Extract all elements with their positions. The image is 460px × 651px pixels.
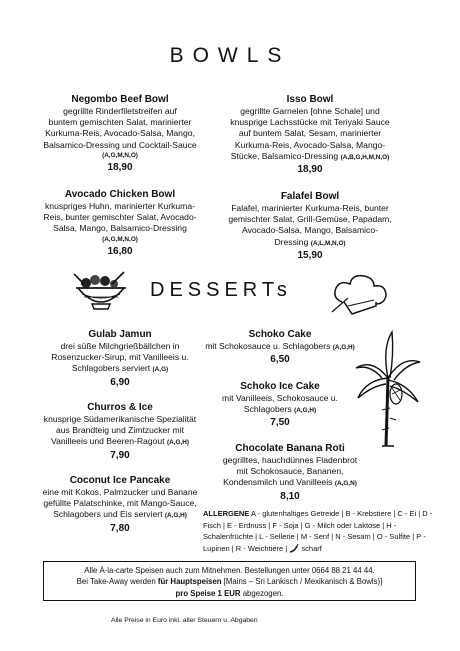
info-line-3	[44, 588, 415, 599]
item-name: Isso Bowl	[286, 94, 334, 105]
menu-item-isso-bowl	[210, 93, 410, 177]
menu-item-churros-ice	[25, 401, 215, 463]
menu-item-gulab-jamun	[25, 328, 215, 390]
item-allergens: (A,L,M,N,O)	[310, 239, 346, 247]
item-name: Schoko Ice Cake	[240, 381, 320, 392]
salad-bowl-icon	[72, 268, 130, 312]
item-name: Chocolate Banana Roti	[235, 443, 345, 454]
item-name: Avocado Chicken Bowl	[64, 189, 176, 200]
bowls-title: BOWLS	[169, 44, 291, 67]
item-description: gegrillte Rinderfiletstreifen auf buntem gemischten Salat, marinierter Kurkuma-Reis, Avocado-Salsa, Mango, Balsamico-Dressing und Cocktail-Sauce	[43, 106, 197, 150]
item-allergens: (A,G,H)	[294, 407, 317, 415]
item-allergens: (A,G,H)	[166, 439, 189, 447]
item-price: 8,10	[280, 490, 300, 502]
item-allergens: (A,B,G,H,M,N,O)	[340, 153, 390, 161]
item-allergens: (A,G,M,N,O)	[102, 235, 138, 243]
item-price: 7,50	[270, 417, 290, 429]
info-line-2	[44, 576, 415, 587]
spicy-label: scharf	[301, 543, 322, 553]
item-name: Churros & Ice	[87, 402, 153, 413]
item-description: eine mit Kokos, Palmzucker und Banane gefüllte Palatschinke, mit Mango-Sauce, Schlagobers und Eis serviert	[42, 487, 198, 520]
info-line-2-bold: für Hauptspeisen	[157, 577, 222, 587]
banana-tree-icon	[352, 328, 424, 448]
item-description: gegrillte Garnelen [ohne Schale] und knusprige Lachsstücke mit Teriyaki Sauce auf buntem Salat, Sesam, marinierter Kurkuma-Reis, Avocado-Salsa, Mango- Stücke, Balsamico-Dressing	[230, 106, 390, 161]
menu-item-schoko-ice-cake	[215, 380, 345, 430]
item-allergens: (A,G,H)	[164, 512, 187, 520]
chef-hat-icon	[330, 272, 390, 318]
item-description: drei süße Milchgrießbällchen in Rosenzucker-Sirup, mit Vanilleeis u. Schlagobers serviert	[51, 341, 189, 374]
menu-item-negombo-beef-bowl	[25, 93, 215, 175]
menu-item-chocolate-banana-roti	[205, 442, 375, 504]
item-price: 16,80	[107, 245, 133, 257]
item-name: Schoko Cake	[248, 329, 312, 340]
allergen-text: A - glutenhaltiges Getreide | B - Krebstiere | C - Ei | D - Fisch | E - Erdnuss | F - Soja | G - Milch oder Laktose | H - Schalenfrüchte | L - Sellerie | M - Senf | N - Sesam | O - Sulfite | P - Lupinen | R - Weichtiere |	[203, 509, 433, 553]
info-line-3-post: abgezogen.	[240, 588, 284, 598]
item-price: 7,80	[110, 522, 130, 534]
chili-icon	[289, 544, 299, 553]
item-price: 6,50	[270, 354, 290, 366]
item-name: Gulab Jamun	[88, 329, 152, 340]
item-price: 18,90	[297, 164, 323, 176]
item-price: 7,90	[110, 449, 130, 461]
item-description: mit Schokosauce u. Schlagobers	[205, 341, 331, 351]
price-note-footer: Alle Preise in Euro inkl. aller Steuern u. Abgaben	[111, 617, 258, 624]
item-description: mit Vanilleeis, Schokosauce u. Schlagobers	[222, 393, 338, 415]
item-name: Coconut Ice Pancake	[69, 475, 171, 486]
item-name: Falafel Bowl	[280, 191, 340, 202]
item-description: gegrilltes, hauchdünnes Fladenbrot mit Schokosauce, Bananen, Kondensmilch und Vanilleeis	[222, 455, 358, 488]
item-allergens: (A,G,M,N,O)	[102, 151, 138, 159]
item-allergens: (A,G)	[152, 366, 169, 374]
info-line-1: Alle À-la-carte Speisen auch zum Mitnehmen. Bestellungen unter 0664 88 21 44 44.	[84, 566, 375, 575]
allergen-label: ALLERGENE	[203, 509, 250, 518]
desserts-title: DESSERTs	[150, 279, 292, 301]
menu-item-avocado-chicken-bowl	[25, 188, 215, 259]
info-line-2-pre: Bei Take-Away werden	[76, 577, 158, 587]
menu-item-falafel-bowl	[210, 190, 410, 263]
info-line-3-bold: pro Speise 1 EUR	[175, 588, 241, 598]
item-price: 6,90	[110, 376, 130, 388]
menu-item-coconut-ice-pancake	[25, 474, 215, 536]
item-description: Falafel, marinierter Kurkuma-Reis, bunter gemischter Salat, Grill-Gemüse, Papadam, Avocado-Salsa, Mango, Balsamico- Dressing	[228, 203, 392, 247]
item-price: 18,90	[107, 161, 133, 173]
item-name: Negombo Beef Bowl	[71, 94, 169, 105]
item-price: 15,90	[297, 249, 323, 261]
info-line-2-post: [Mains – Sri Lankisch / Mexikanisch & Bowls)]	[221, 577, 383, 587]
menu-item-schoko-cake	[205, 328, 355, 367]
item-allergens: (A,G,H)	[332, 344, 355, 351]
item-allergens: (A,G,N)	[334, 480, 357, 488]
item-description: knuspriges Huhn, marinierter Kurkuma- Reis, bunter gemischter Salat, Avocado- Salsa, Mango, Balsamico-Dressing	[43, 201, 197, 234]
allergen-legend	[203, 508, 439, 554]
item-description: knusprige Südamerikanische Spezialität aus Brandteig und Zimtzucker mit Vanilleeis und Beeren-Ragout	[43, 414, 197, 447]
takeaway-info-box	[43, 561, 416, 601]
